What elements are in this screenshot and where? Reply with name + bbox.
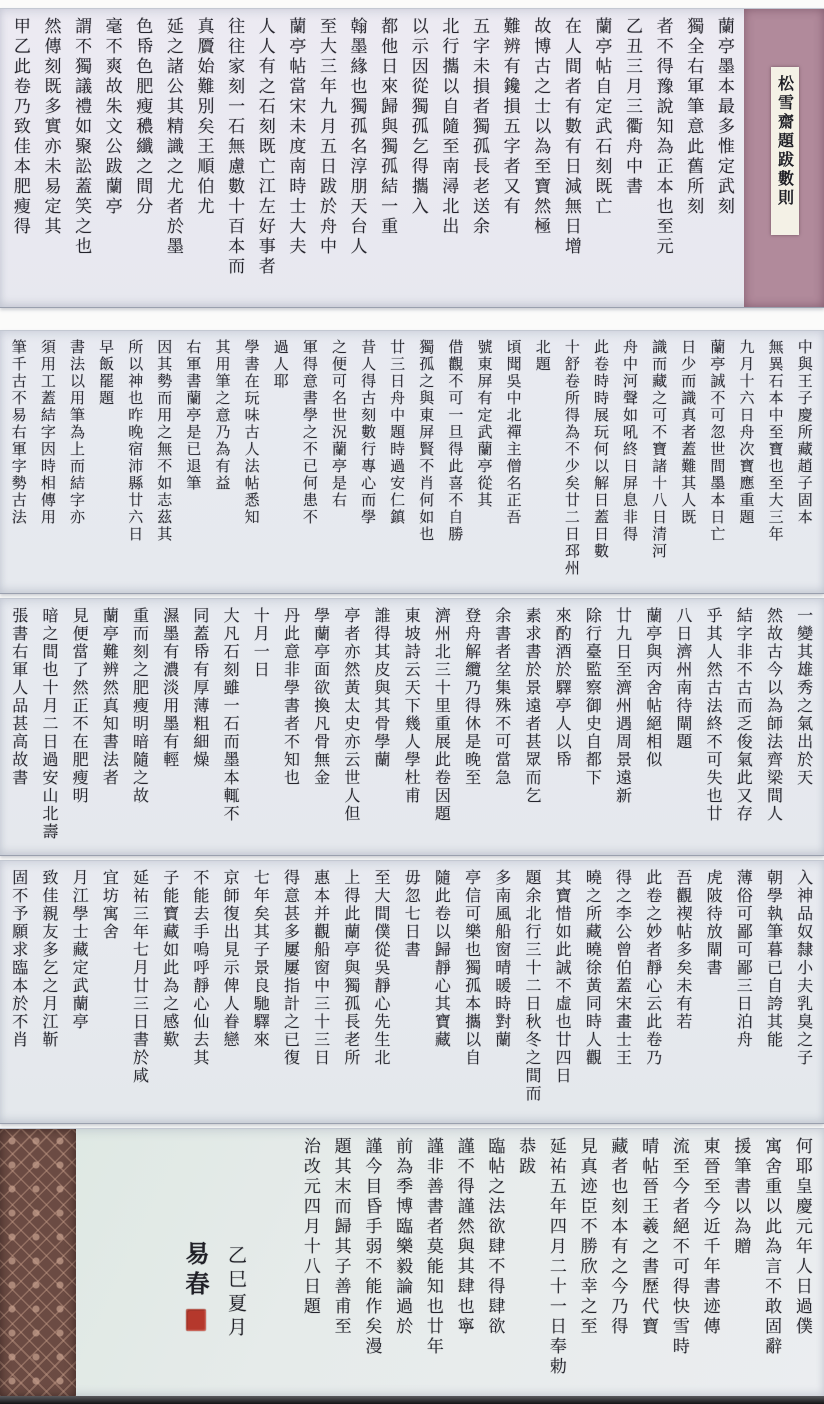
calligraphy-columns-strip-3 bbox=[10, 607, 812, 847]
text-column: 亭信可樂也獨孤本攜以自 bbox=[462, 869, 482, 1067]
text-column: 難辨有鑱損五字者又有 bbox=[499, 17, 520, 217]
text-column: 延之諸公其精識之尤者於墨 bbox=[162, 17, 183, 257]
text-column: 學書在玩味古人法帖悉知 bbox=[242, 339, 261, 526]
text-column: 見真迹臣不勝欣幸之至 bbox=[576, 1137, 597, 1337]
text-column: 獨全右軍筆意此舊所刻 bbox=[683, 17, 704, 217]
text-column: 丹此意非學書者不知也 bbox=[281, 607, 301, 787]
text-column: 五字未損者獨孤長老送余 bbox=[468, 17, 489, 237]
text-column: 右軍書蘭亭是已退筆 bbox=[184, 339, 203, 492]
text-column: 前為季博臨樂毅論過於 bbox=[392, 1137, 413, 1337]
signature-name: 易春 bbox=[181, 1241, 209, 1301]
text-column: 者不得豫說知為正本也至元 bbox=[652, 17, 673, 257]
text-column: 入神品奴隸小夫乳臭之子 bbox=[794, 869, 814, 1067]
text-column: 大凡石刻雖一石而墨本輒不 bbox=[221, 607, 241, 823]
text-column: 蘭亭帖當宋未度南時士大夫 bbox=[285, 17, 306, 257]
text-column: 謹今目昏手弱不能作矣漫 bbox=[361, 1137, 382, 1357]
text-column: 流至今者絕不可得快雪時 bbox=[668, 1137, 689, 1357]
text-column: 不能去手嗚呼靜心仙去其 bbox=[190, 869, 210, 1067]
text-column: 北題 bbox=[533, 339, 552, 373]
text-column: 惠本并觀船窗中三十三日 bbox=[311, 869, 331, 1067]
text-column: 延祐五年四月二十一日奉勅 bbox=[545, 1137, 566, 1377]
text-column: 薄俗可鄙可鄙三日泊舟 bbox=[734, 869, 754, 1049]
text-column: 謂不獨議禮如聚訟蓋笑之也 bbox=[71, 17, 92, 257]
text-column: 題余北行三十二日秋冬之間而 bbox=[522, 869, 542, 1103]
calligraphy-columns-strip-2 bbox=[10, 339, 812, 585]
calligraphy-columns-strip-5 bbox=[300, 1137, 810, 1389]
text-column: 見便當了然正不在肥瘦明 bbox=[70, 607, 90, 805]
text-column: 蘭亭墨本最多惟定武刻 bbox=[713, 17, 734, 217]
scroll-strip-3 bbox=[0, 598, 824, 856]
text-column: 得意甚多屢屢指計之已復 bbox=[281, 869, 301, 1067]
text-column: 得之李公曾伯蓋宋畫士王 bbox=[613, 869, 633, 1067]
text-column: 藏者也刻本有之今乃得 bbox=[607, 1137, 628, 1337]
text-column: 至大三年九月五日跋於舟中 bbox=[315, 17, 336, 257]
text-column: 借觀不可一旦得此喜不自勝 bbox=[446, 339, 465, 543]
signature-name-wrap bbox=[178, 1241, 213, 1391]
text-column: 十舒卷所得為不少矣廿二日邳州 bbox=[562, 339, 581, 577]
text-column: 然傳刻既多實亦未易定其 bbox=[40, 17, 61, 237]
text-column: 然故古今以為師法齊梁間人 bbox=[764, 607, 784, 823]
text-column: 早飯罷題 bbox=[97, 339, 116, 407]
text-column: 素求書於景遠者甚眾而乞 bbox=[522, 607, 542, 805]
scroll-strip-2 bbox=[0, 330, 824, 594]
text-column: 重而刻之肥瘦明暗隨之故 bbox=[130, 607, 150, 805]
text-column: 晴帖晉王羲之書歷代寶 bbox=[638, 1137, 659, 1337]
text-column: 其寶惜如此誠不虛也廿四日 bbox=[553, 869, 573, 1085]
brocade-tail-panel bbox=[0, 1129, 76, 1397]
text-column: 吾觀禊帖多矣未有若 bbox=[673, 869, 693, 1031]
signature-block bbox=[168, 1241, 260, 1391]
text-column: 頃聞吳中北禪主僧名正吾 bbox=[504, 339, 523, 526]
text-column: 固不予願求臨本於不肖 bbox=[9, 869, 29, 1049]
text-column: 都他日來歸與獨孤結一重 bbox=[377, 17, 398, 237]
text-column: 上得此蘭亭與獨孤長老所 bbox=[341, 869, 361, 1067]
text-column: 蘭亭帖自定武石刻既亡 bbox=[591, 17, 612, 217]
text-column: 日少而識真者蓋難其人既 bbox=[679, 339, 698, 526]
text-column: 蘭亭難辨然真知書法者 bbox=[100, 607, 120, 787]
text-column: 宜坊寓舍 bbox=[100, 869, 120, 941]
text-column: 中與王子慶所藏趙子固本 bbox=[795, 339, 814, 526]
text-column: 暗之間也十月二日過安山北壽 bbox=[39, 607, 59, 841]
text-column: 亭者亦然黃太史亦云世人但 bbox=[341, 607, 361, 823]
text-column: 在人間者有數有日減無日增 bbox=[560, 17, 581, 257]
text-column: 謹不得謹然與其肆也寧 bbox=[453, 1137, 474, 1337]
text-column: 東坡詩云天下幾人學杜甫 bbox=[402, 607, 422, 805]
text-column: 軍得意書學之不已何患不 bbox=[300, 339, 319, 526]
text-column: 因其勢而用之無不如志茲其 bbox=[155, 339, 174, 543]
text-column: 寓舍重以此為言不敢固辭 bbox=[761, 1137, 782, 1357]
text-column: 以示因從獨孤乞得攜入 bbox=[407, 17, 428, 217]
text-column: 隨此卷以歸靜心其寶藏 bbox=[432, 869, 452, 1049]
scroll-strip-5 bbox=[0, 1128, 824, 1398]
calligraphy-columns-strip-1 bbox=[10, 17, 732, 299]
text-column: 昔人得古刻數行專心而學 bbox=[359, 339, 378, 526]
text-column: 筆千古不易右軍字勢古法 bbox=[9, 339, 28, 526]
text-column: 甲乙此卷乃致佳本肥瘦得 bbox=[9, 17, 30, 237]
text-column: 七年矣其子景良馳驛來 bbox=[251, 869, 271, 1049]
text-column: 張書右軍人品甚高故書 bbox=[9, 607, 29, 787]
text-column: 一變其雄秀之氣出於天 bbox=[794, 607, 814, 787]
text-column: 廿三日舟中題時過安仁鎮 bbox=[388, 339, 407, 526]
text-column: 獨孤之與東屏賢不肖何如也 bbox=[417, 339, 436, 543]
text-column: 所以神也昨晚宿沛縣廿六日 bbox=[126, 339, 145, 543]
text-column: 臨帖之法欲肆不得肆欲 bbox=[484, 1137, 505, 1337]
text-column: 曉之所藏曉徐黃同時人觀 bbox=[583, 869, 603, 1067]
title-slip-text: 松雪齋題跋數則 bbox=[775, 75, 795, 208]
text-column: 八日濟州南待閘題 bbox=[673, 607, 693, 751]
text-column: 子能寶藏如此為之感歎 bbox=[160, 869, 180, 1049]
text-column: 恭跋 bbox=[515, 1137, 536, 1177]
text-column: 學蘭亭面欲換凡骨無金 bbox=[311, 607, 331, 787]
text-column: 毫不爽故朱文公跋蘭亭 bbox=[101, 17, 122, 217]
text-column: 十月一日 bbox=[251, 607, 271, 679]
text-column: 謹非善書者莫能知也廿年 bbox=[422, 1137, 443, 1357]
text-column: 至大間僕從吳靜心先生北 bbox=[372, 869, 392, 1067]
text-column: 蘭亭與丙舍帖絕相似 bbox=[643, 607, 663, 769]
text-column: 援筆書以為贈 bbox=[730, 1137, 751, 1257]
text-column: 蘭亭誠不可忽世間墨本日亡 bbox=[708, 339, 727, 543]
text-column: 毋忽七日書 bbox=[402, 869, 422, 959]
text-column: 須用工蓋結字因時相傳用 bbox=[38, 339, 57, 526]
artist-seal-stamp bbox=[186, 1309, 206, 1331]
text-column: 其用筆之意乃為有益 bbox=[213, 339, 232, 492]
text-column: 往往家刻一石無慮數十百本而 bbox=[224, 17, 245, 277]
text-column: 九月十六日舟次寶應重題 bbox=[737, 339, 756, 526]
text-column: 人人有之石刻既亡江左好事者 bbox=[254, 17, 275, 277]
text-column: 舟中河聲如吼終日屏息非得 bbox=[621, 339, 640, 543]
text-column: 余書者坌集殊不可當急 bbox=[492, 607, 512, 787]
title-slip bbox=[771, 67, 799, 235]
signature-date: 乙巳夏月 bbox=[225, 1245, 247, 1341]
text-column: 號東屏有定武蘭亭從其 bbox=[475, 339, 494, 509]
text-column: 無異石本中至寶也至大三年 bbox=[766, 339, 785, 543]
text-column: 何耶皇慶元年人日過僕 bbox=[791, 1137, 812, 1337]
text-column: 此卷之妙者靜心云此卷乃 bbox=[643, 869, 663, 1067]
text-column: 登舟解纜乃得休是晚至 bbox=[462, 607, 482, 787]
text-column: 延祐三年七月廿三日書於咸 bbox=[130, 869, 150, 1085]
text-column: 乙丑三月三衢舟中書 bbox=[622, 17, 643, 197]
text-column: 過人耶 bbox=[271, 339, 290, 390]
text-column: 濕墨有濃淡用墨有輕 bbox=[160, 607, 180, 769]
calligraphy-columns-strip-4 bbox=[10, 869, 812, 1115]
text-column: 故博古之士以為至寶然極 bbox=[530, 17, 551, 237]
text-column: 識而藏之可不寶諸十八日清河 bbox=[650, 339, 669, 560]
text-column: 乎其人然古法終不可失也廿 bbox=[704, 607, 724, 823]
text-column: 京師復出見示俾人眷戀 bbox=[221, 869, 241, 1049]
text-column: 書法以用筆為上而結字亦 bbox=[67, 339, 86, 526]
text-column: 誰得其皮與其骨學蘭 bbox=[372, 607, 392, 769]
text-column: 結字非不古而乏俊氣此又存 bbox=[734, 607, 754, 823]
text-column: 治改元四月十八日題 bbox=[299, 1137, 320, 1317]
scroll-strip-4 bbox=[0, 860, 824, 1124]
text-column: 虎陂待放閘書 bbox=[704, 869, 724, 977]
brocade-head-panel bbox=[744, 9, 824, 307]
text-column: 翰墨緣也獨孤名淳朋天台人 bbox=[346, 17, 367, 257]
scroll-bottom-edge bbox=[0, 1396, 824, 1404]
text-column: 之便可名世況蘭亭是右 bbox=[329, 339, 348, 509]
text-column: 廿九日至濟州遇周景遠新 bbox=[613, 607, 633, 805]
text-column: 致佳親友多乞之月江靳 bbox=[39, 869, 59, 1049]
text-column: 此卷時時展玩何以解日蓋日數 bbox=[591, 339, 610, 560]
text-column: 多南風船窗晴暖時對蘭 bbox=[492, 869, 512, 1049]
text-column: 色帋色肥瘦穠纖之間分 bbox=[132, 17, 153, 217]
text-column: 東晉至今近千年書迹傳 bbox=[699, 1137, 720, 1337]
text-column: 同蓋帋有厚薄粗細燥 bbox=[190, 607, 210, 769]
text-column: 北行攜以自隨至南潯北出 bbox=[438, 17, 459, 237]
scroll-strip-1 bbox=[0, 8, 824, 308]
text-column: 月江學士藏定武蘭亭 bbox=[70, 869, 90, 1031]
text-column: 除行臺監察御史自都下 bbox=[583, 607, 603, 787]
text-column: 來酌酒於驛亭人以帋 bbox=[553, 607, 573, 769]
text-column: 真贗始難別矣王順伯尤 bbox=[193, 17, 214, 217]
text-column: 題其末而歸其子善甫至 bbox=[330, 1137, 351, 1337]
text-column: 濟州北三十里重展此卷因題 bbox=[432, 607, 452, 823]
text-column: 朝學執筆暮已自誇其能 bbox=[764, 869, 784, 1049]
